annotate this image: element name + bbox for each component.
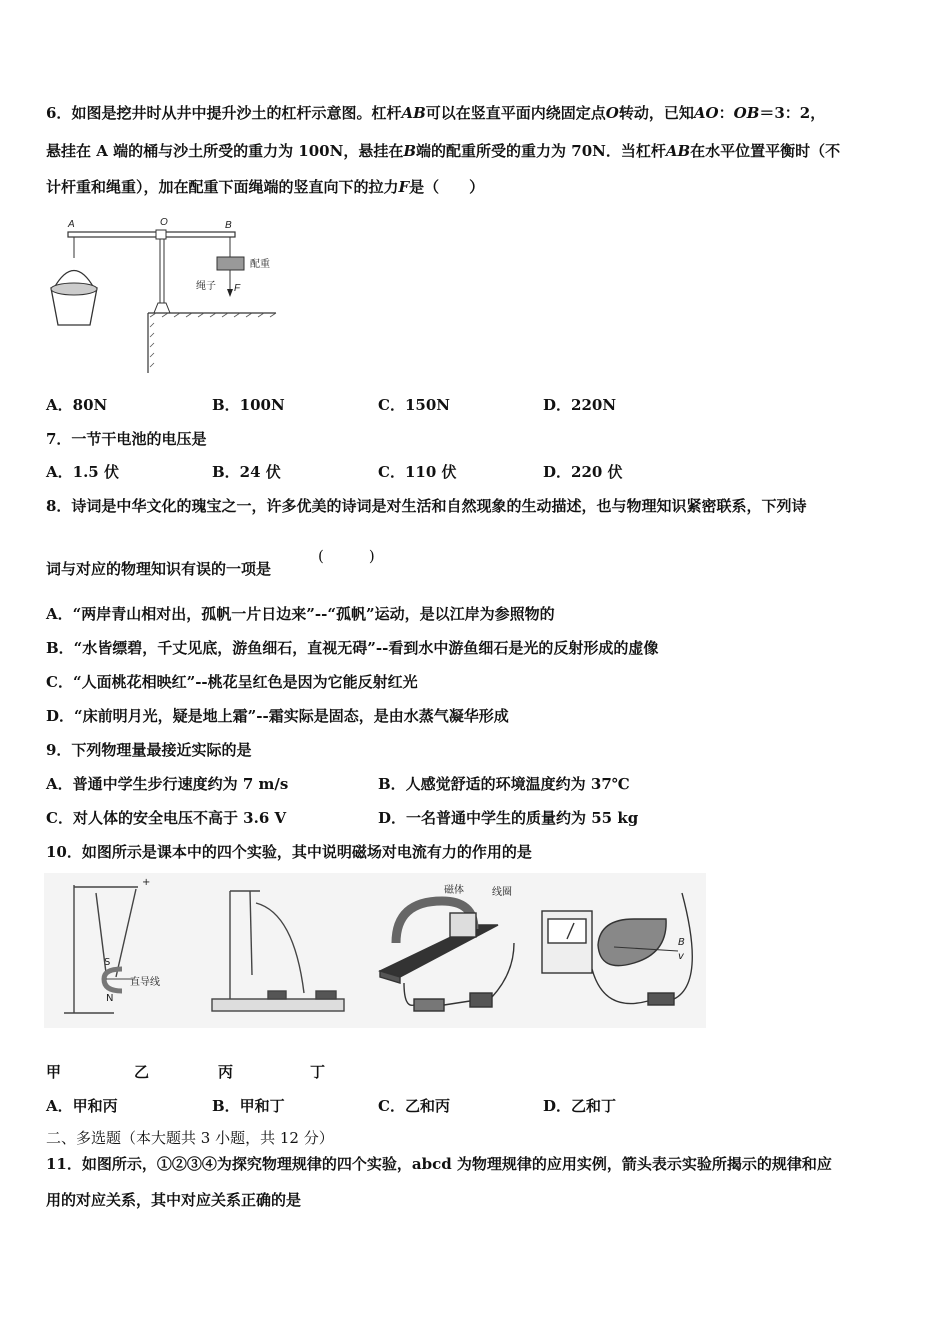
q8-option-d[interactable]: D．“床前明月光，疑是地上霜”--霜实际是固态，是由水蒸气凝华形成	[46, 707, 509, 725]
pivot-cap	[156, 230, 166, 239]
q11-stem-line1: 11．如图所示，①②③④为探究物理规律的四个实验，abcd 为物理规律的应用实例，箭头表示实验所揭示的规律和应	[46, 1155, 832, 1173]
q8-stem-line2: 词与对应的物理知识有误的一项是	[46, 560, 272, 578]
force-arrow	[227, 289, 233, 297]
section-2-title: 二、多选题（本大题共 3 小题，共 12 分）	[46, 1129, 334, 1147]
q7-stem: 7．一节干电池的电压是	[46, 430, 207, 448]
q6-option-b[interactable]: B．100N	[212, 396, 285, 414]
q10-stem: 10．如图所示是课本中的四个实验，其中说明磁场对电流有力的作用的是	[46, 843, 532, 861]
q10-experiments-figure	[44, 873, 706, 1028]
counterweight	[217, 257, 244, 270]
label-v: v	[678, 951, 684, 962]
q9-option-d[interactable]: D．一名普通中学生的质量约为 55 kg	[378, 809, 639, 827]
q6-option-c[interactable]: C．150N	[378, 396, 450, 414]
lever-bar	[68, 232, 235, 237]
label-plus: +	[142, 877, 151, 888]
q9-stem: 9．下列物理量最接近实际的是	[46, 741, 252, 759]
q6-stem-line3: 计杆重和绳重），加在配重下面绳端的竖直向下的拉力F是（ ）	[46, 178, 485, 196]
q9-option-c[interactable]: C．对人体的安全电压不高于 3.6 V	[46, 809, 287, 827]
q7-option-d[interactable]: D．220 伏	[543, 463, 623, 481]
q6-stem-line2: 悬挂在 A 端的桶与沙土所受的重力为 100N，悬挂在B端的配重所受的重力为 70N．当杠杆AB在水平位置平衡时（不	[46, 142, 841, 160]
support-post	[160, 239, 164, 303]
support-base	[154, 303, 170, 313]
q11-stem-line2: 用的对应关系，其中对应关系正确的是	[46, 1191, 302, 1209]
q7-option-b[interactable]: B．24 伏	[212, 463, 281, 481]
q8-option-c[interactable]: C．“人面桃花相映红”--桃花呈红色是因为它能反射红光	[46, 673, 418, 691]
q10-caption-yi: 乙	[134, 1063, 150, 1081]
label-counterweight: 配重	[250, 259, 270, 270]
label-magnet: 磁体	[444, 885, 464, 896]
label-N: N	[106, 993, 114, 1004]
label-wire: 直导线	[130, 977, 160, 988]
q6-option-d[interactable]: D．220N	[543, 396, 617, 414]
q8-answer-paren: ( )	[318, 547, 375, 565]
q7-option-c[interactable]: C．110 伏	[378, 463, 457, 481]
q8-stem-line1: 8．诗词是中华文化的瑰宝之一，许多优美的诗词是对生活和自然现象的生动描述，也与物理知识紧密联系，下列诗	[46, 497, 807, 515]
q9-option-a[interactable]: A．普通中学生步行速度约为 7 m/s	[46, 775, 289, 793]
q6-option-a[interactable]: A．80N	[46, 396, 108, 414]
label-coil: 线圈	[492, 887, 512, 898]
label-B: B	[678, 937, 685, 948]
q10-option-a[interactable]: A．甲和丙	[46, 1097, 118, 1115]
sand	[51, 283, 97, 295]
label-F: F	[234, 283, 241, 294]
label-A: A	[68, 219, 75, 230]
label-rope: 绳子	[196, 281, 216, 292]
q10-option-b[interactable]: B．甲和丁	[212, 1097, 285, 1115]
q6-stem-line1: 6．如图是挖井时从井中提升沙土的杠杆示意图。杠杆AB可以在竖直平面内绕固定点O转动，已知AO：OB＝3：2，	[46, 104, 826, 122]
q8-option-b[interactable]: B．“水皆缥碧，千丈见底，游鱼细石，直视无碍”--看到水中游鱼细石是光的反射形成的虚像	[46, 639, 659, 657]
q10-caption-jia: 甲	[46, 1063, 62, 1081]
q10-option-d[interactable]: D．乙和丁	[543, 1097, 617, 1115]
q10-caption-ding: 丁	[310, 1063, 326, 1081]
q10-caption-bing: 丙	[218, 1063, 234, 1081]
q7-option-a[interactable]: A．1.5 伏	[46, 463, 119, 481]
q10-option-c[interactable]: C．乙和丙	[378, 1097, 450, 1115]
q6-lever-figure	[44, 213, 284, 378]
label-O: O	[160, 217, 168, 228]
label-B: B	[225, 220, 232, 231]
label-S: S	[104, 957, 111, 968]
q9-option-b[interactable]: B．人感觉舒适的环境温度约为 37℃	[378, 775, 630, 793]
q8-option-a[interactable]: A．“两岸青山相对出，孤帆一片日边来”--“孤帆”运动，是以江岸为参照物的	[46, 605, 555, 623]
